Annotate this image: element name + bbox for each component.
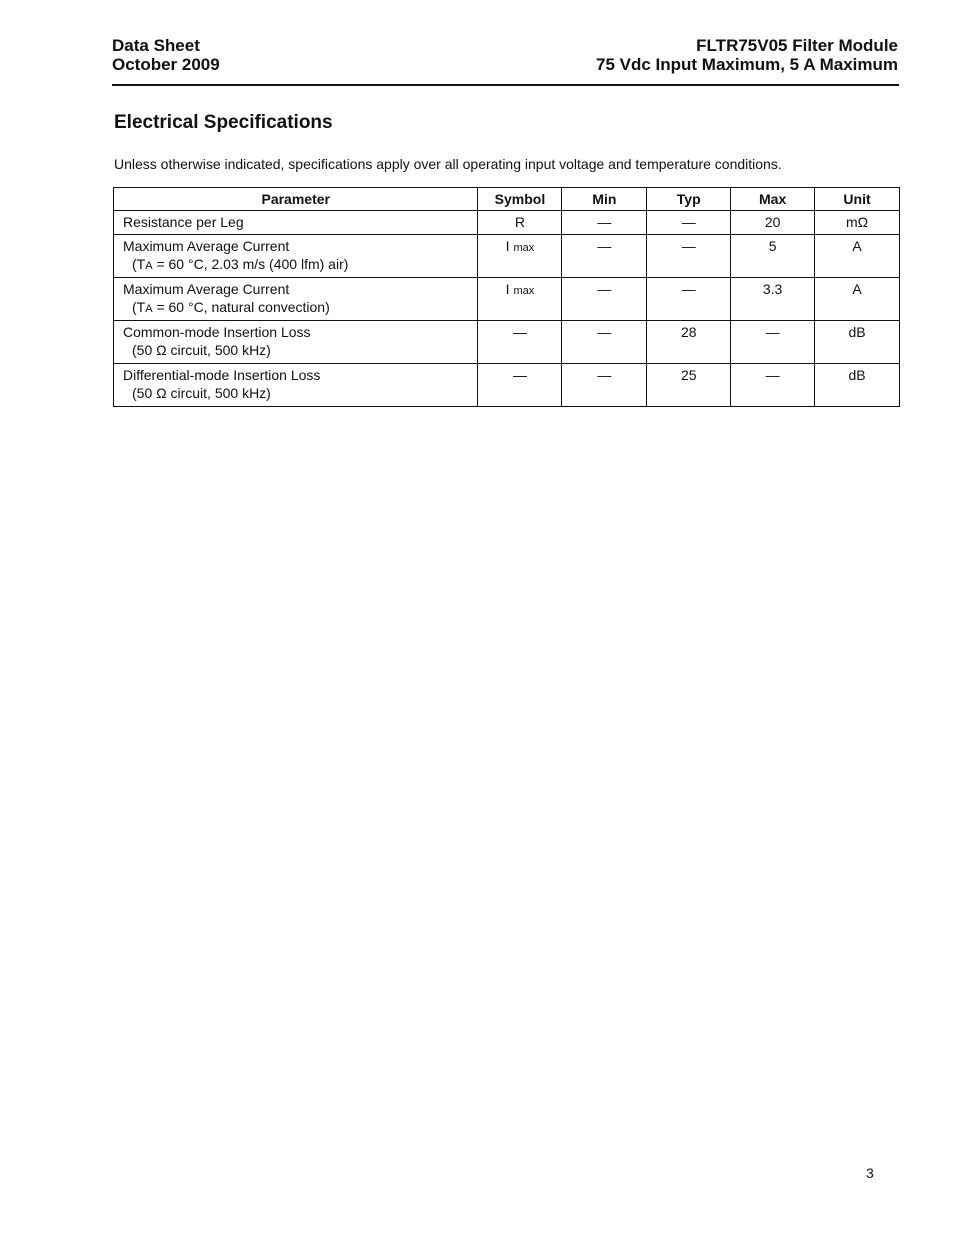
symbol-subscript: max bbox=[513, 285, 535, 297]
condition-subscript: A bbox=[145, 303, 153, 315]
cell-symbol: R bbox=[478, 211, 562, 235]
table-row bbox=[114, 211, 900, 235]
table-row bbox=[114, 235, 900, 278]
table-header-row bbox=[114, 188, 900, 211]
cell-unit: dB bbox=[815, 364, 900, 407]
cell-unit: dB bbox=[815, 321, 900, 364]
electrical-specs-table bbox=[113, 187, 900, 407]
condition-prefix: (T bbox=[132, 256, 146, 272]
cell-min: — bbox=[562, 321, 647, 364]
cell-min: — bbox=[562, 211, 647, 235]
cell-max: 5 bbox=[731, 235, 815, 278]
header-typ: Typ bbox=[647, 188, 731, 211]
cell-min: — bbox=[562, 364, 647, 407]
header-right-block bbox=[596, 36, 898, 74]
cell-typ: 28 bbox=[647, 321, 731, 364]
cell-unit: A bbox=[815, 235, 900, 278]
parameter-condition: (50 Ω circuit, 500 kHz) bbox=[132, 342, 271, 358]
cell-max: — bbox=[731, 321, 815, 364]
page-number: 3 bbox=[866, 1165, 874, 1181]
doc-date: October 2009 bbox=[112, 55, 220, 74]
cell-typ: — bbox=[647, 235, 731, 278]
cell-parameter bbox=[114, 235, 478, 278]
cell-parameter bbox=[114, 211, 478, 235]
parameter-name: Common-mode Insertion Loss bbox=[123, 324, 311, 340]
cell-max: 3.3 bbox=[731, 278, 815, 321]
header-parameter: Parameter bbox=[114, 188, 478, 211]
condition-prefix: (T bbox=[132, 299, 146, 315]
doc-type: Data Sheet bbox=[112, 36, 200, 55]
cell-symbol: — bbox=[478, 321, 562, 364]
cell-typ: 25 bbox=[647, 364, 731, 407]
parameter-condition bbox=[123, 298, 469, 318]
header-left-block bbox=[112, 36, 220, 74]
section-title: Electrical Specifications bbox=[114, 112, 333, 133]
symbol-subscript: max bbox=[513, 242, 535, 254]
cell-typ: — bbox=[647, 211, 731, 235]
cell-parameter bbox=[114, 364, 478, 407]
parameter-name: Maximum Average Current bbox=[123, 281, 290, 297]
cell-parameter bbox=[114, 278, 478, 321]
table-row bbox=[114, 321, 900, 364]
header-max: Max bbox=[731, 188, 815, 211]
cell-unit: mΩ bbox=[815, 211, 900, 235]
symbol-main: I bbox=[505, 281, 510, 297]
cell-parameter bbox=[114, 321, 478, 364]
header-unit: Unit bbox=[815, 188, 900, 211]
parameter-condition: (50 Ω circuit, 500 kHz) bbox=[132, 385, 271, 401]
cell-typ: — bbox=[647, 278, 731, 321]
page-header bbox=[112, 36, 899, 86]
cell-max: — bbox=[731, 364, 815, 407]
table-row bbox=[114, 278, 900, 321]
cell-unit: A bbox=[815, 278, 900, 321]
cell-min: — bbox=[562, 278, 647, 321]
header-symbol: Symbol bbox=[478, 188, 562, 211]
intro-text: Unless otherwise indicated, specifications apply over all operating input voltage and temperature conditions. bbox=[114, 156, 782, 172]
parameter-name: Maximum Average Current bbox=[123, 238, 290, 254]
parameter-name: Resistance per Leg bbox=[123, 214, 244, 230]
cell-symbol: — bbox=[478, 364, 562, 407]
cell-min: — bbox=[562, 235, 647, 278]
cell-max: 20 bbox=[731, 211, 815, 235]
symbol-main: I bbox=[505, 238, 510, 254]
condition-subscript: A bbox=[145, 260, 153, 272]
condition-rest: = 60 °C, natural convection) bbox=[152, 299, 330, 315]
cell-symbol bbox=[478, 235, 562, 278]
condition-rest: = 60 °C, 2.03 m/s (400 lfm) air) bbox=[152, 256, 349, 272]
header-min: Min bbox=[562, 188, 647, 211]
product-name: FLTR75V05 Filter Module bbox=[696, 36, 898, 55]
parameter-name: Differential-mode Insertion Loss bbox=[123, 367, 321, 383]
product-rating: 75 Vdc Input Maximum, 5 A Maximum bbox=[596, 55, 898, 74]
cell-symbol bbox=[478, 278, 562, 321]
parameter-condition bbox=[123, 255, 469, 275]
table-row bbox=[114, 364, 900, 407]
